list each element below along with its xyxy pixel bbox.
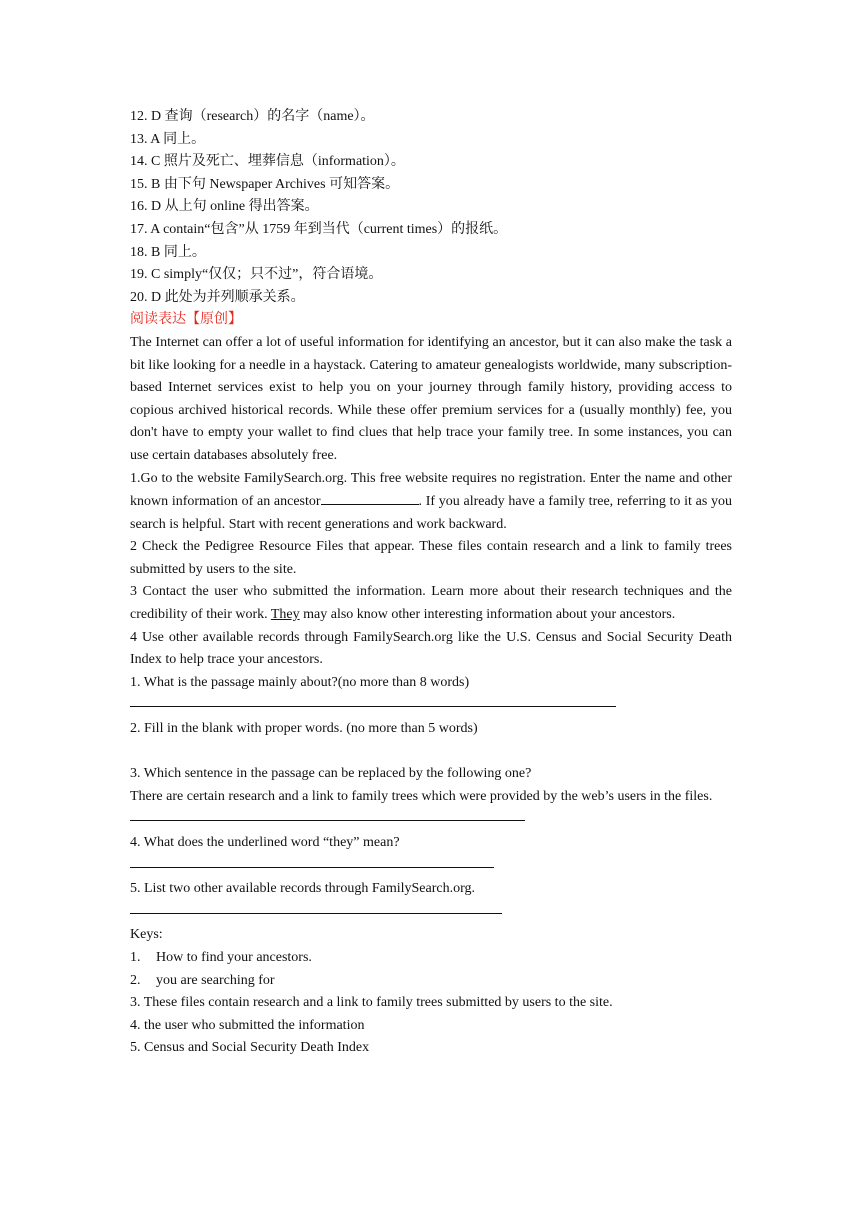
key-number: 2. — [130, 972, 141, 988]
blank-space — [130, 741, 732, 764]
answer-line: 13. A 同上。 — [130, 131, 206, 147]
passage-intro: The Internet can offer a lot of useful information for identifying an ancestor, but it can also make the task a bit like looking for a needle in a haystack. Catering to amateur genealogists worldwide, many subscription-based Internet services exist to help you on your journey through family history, providing access to copious archived historical records. While these offer premium services for a (usually monthly) fee, you don't have to empty your wallet to find clues that help trace your family tree. In some instances, you can use certain databases absolutely free. — [130, 334, 732, 463]
section-title: 阅读表达【原创】 — [130, 312, 242, 328]
answer-line: 16. D 从上句 online 得出答案。 — [130, 199, 319, 215]
answer-line: 20. D 此处为并列顺承关系。 — [130, 289, 305, 305]
step3-text-after: may also know other interesting information about your ancestors. — [299, 607, 676, 623]
question-3: 3. Which sentence in the passage can be replaced by the following one? — [130, 766, 532, 782]
answer-line: 18. B 同上。 — [130, 244, 206, 260]
passage-step-2: 2 Check the Pedigree Resource Files that appear. These files contain research and a link to family trees submitted by users to the site. — [130, 539, 732, 577]
answer-line-rule — [130, 808, 525, 821]
passage-step-3 — [130, 581, 732, 626]
answer-line: 17. A contain“包含”从 1759 年到当代（current times）的报纸。 — [130, 221, 508, 237]
answer-line-rule — [130, 694, 616, 707]
key-1 — [130, 947, 732, 970]
answer-line-rule — [130, 901, 502, 914]
passage-step-1 — [130, 468, 732, 537]
key-number: 1. — [130, 949, 141, 965]
step3-text-before: 3 Contact the user who submitted the information. Learn more about their research techniques and the credibility of their work. — [130, 584, 732, 623]
key-text: you are searching for — [156, 972, 275, 988]
document-page — [130, 106, 732, 1060]
key-2 — [130, 970, 732, 993]
question-2: 2. Fill in the blank with proper words. (no more than 5 words) — [130, 721, 478, 737]
step1-text-after: . If you already have a family tree, referring to it as you search is helpful. Start with recent generations and work backward. — [130, 494, 732, 532]
step1-text-before: 1.Go to the website FamilySearch.org. This free website requires no registration. Enter the name and other known information of an ancestor — [130, 470, 732, 510]
question-1: 1. What is the passage mainly about?(no more than 8 words) — [130, 674, 470, 690]
underlined-word: They — [270, 607, 300, 623]
question-3-sentence: There are certain research and a link to family trees which were provided by the web’s users in the files. — [130, 788, 713, 804]
answer-line: 15. B 由下句 Newspaper Archives 可知答案。 — [130, 176, 400, 192]
keys-title: Keys: — [130, 927, 163, 943]
answer-line: 14. C 照片及死亡、埋葬信息（information）。 — [130, 154, 405, 170]
key-5: 5. Census and Social Security Death Index — [130, 1040, 370, 1056]
answer-line: 19. C simply“仅仅；只不过”，符合语境。 — [130, 267, 383, 283]
question-5: 5. List two other available records through FamilySearch.org. — [130, 881, 475, 897]
answer-line-rule — [130, 855, 494, 868]
fill-in-blank — [321, 490, 419, 505]
passage-step-4: 4 Use other available records through FamilySearch.org like the U.S. Census and Social Security Death Index to help trace your ancestors. — [130, 629, 732, 668]
key-text: How to find your ancestors. — [156, 949, 312, 965]
answer-line: 12. D 查询（research）的名字（name）。 — [130, 109, 375, 124]
key-4: 4. the user who submitted the information — [130, 1017, 365, 1033]
key-3: 3. These files contain research and a link to family trees submitted by users to the site. — [130, 995, 613, 1011]
question-4: 4. What does the underlined word “they” mean? — [130, 835, 400, 850]
